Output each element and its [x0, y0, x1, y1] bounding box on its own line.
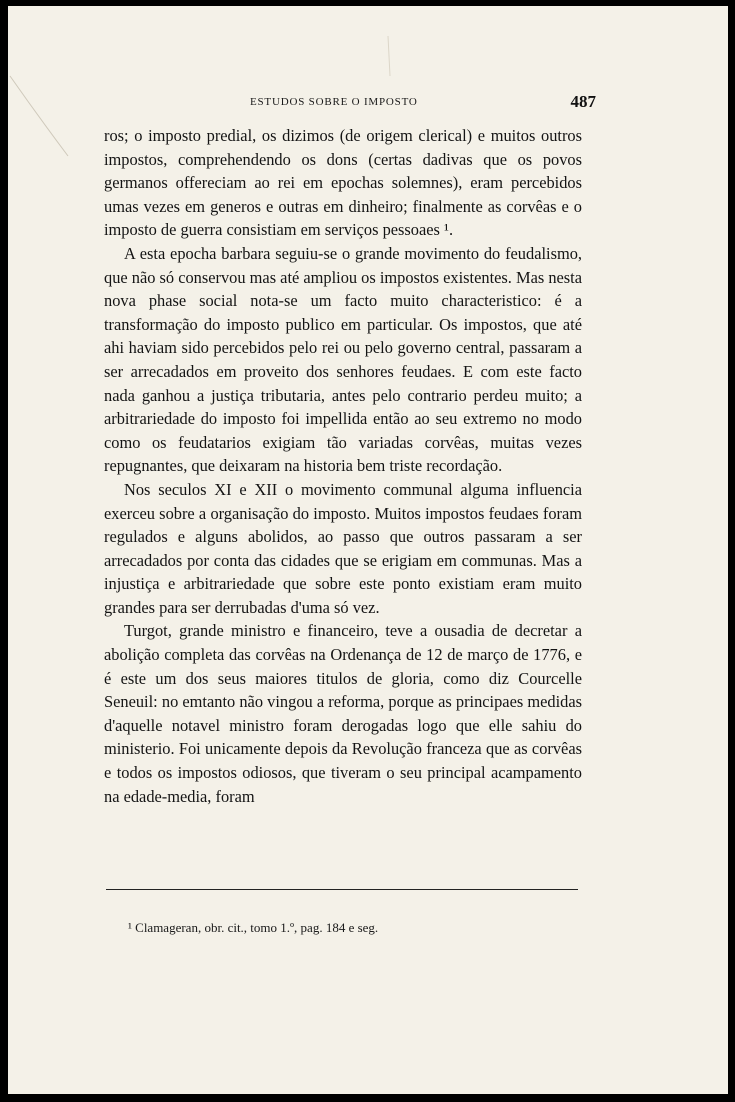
- running-head: ESTUDOS SOBRE O IMPOSTO: [250, 96, 418, 108]
- body-text: [104, 124, 582, 808]
- paragraph: ros; o imposto predial, os dizimos (de origem clerical) e muitos outros impostos, comprehendendo os dons (certas dadivas que os povos germanos offereciam ao rei em epochas solemnes), eram percebidos umas vezes em generos e outras em dinheiro; finalmente as corvêas e o imposto de guerra consistiam em serviços pessoaes ¹.: [104, 126, 582, 240]
- paragraph: Nos seculos XI e XII o movimento communal alguma influencia exerceu sobre a organisação do imposto. Muitos impostos feudaes foram regulados e alguns abolidos, ao passo que outros passaram a ser arrecadados por conta das cidades que se erigiam em communas. Mas a injustiça e arbitrariedade que sobre este ponto existiam eram muito grandes para ser derrubadas d'uma só vez.: [104, 479, 582, 617]
- book-page: [8, 6, 728, 1094]
- page-number: 487: [570, 92, 596, 111]
- paragraph: A esta epocha barbara seguiu-se o grande movimento do feudalismo, que não só conservou mas até ampliou os impostos existentes. Mas nesta nova phase social nota-se um facto muito characteristico: é a transformação do imposto publico em particular. Os impostos, que até ahi haviam sido percebidos pelo rei ou pelo governo central, passaram a ser arrecadados em proveito dos senhores feudaes. E com este facto nada ganhou a justiça tributaria, antes pelo contrario perdeu muito; a arbitrariedade do imposto foi impellida então ao seu extremo no modo como os feudatarios exigiam tão variadas corvêas, muitas vezes repugnantes, que deixaram na historia bem triste recordação.: [104, 243, 582, 476]
- footnote: ¹ Clamageran, obr. cit., tomo 1.º, pag. 184 e seg.: [128, 920, 379, 935]
- page-header: [100, 92, 600, 116]
- paragraph: Turgot, grande ministro e financeiro, teve a ousadia de decretar a abolição completa das corvêas na Ordenança de 12 de março de 1776, e é este um dos seus maiores titulos de gloria, como diz Courcelle Seneuil: no emtanto não vingou a reforma, porque as principaes medidas d'aquelle notavel ministro foram derogadas logo que elle sahiu do ministerio. Foi unicamente depois da Revolução franceza que as corvêas e todos os impostos odiosos, que tiveram o seu principal acampamento na edade-media, foram: [104, 621, 582, 806]
- footnote-divider: [106, 889, 578, 890]
